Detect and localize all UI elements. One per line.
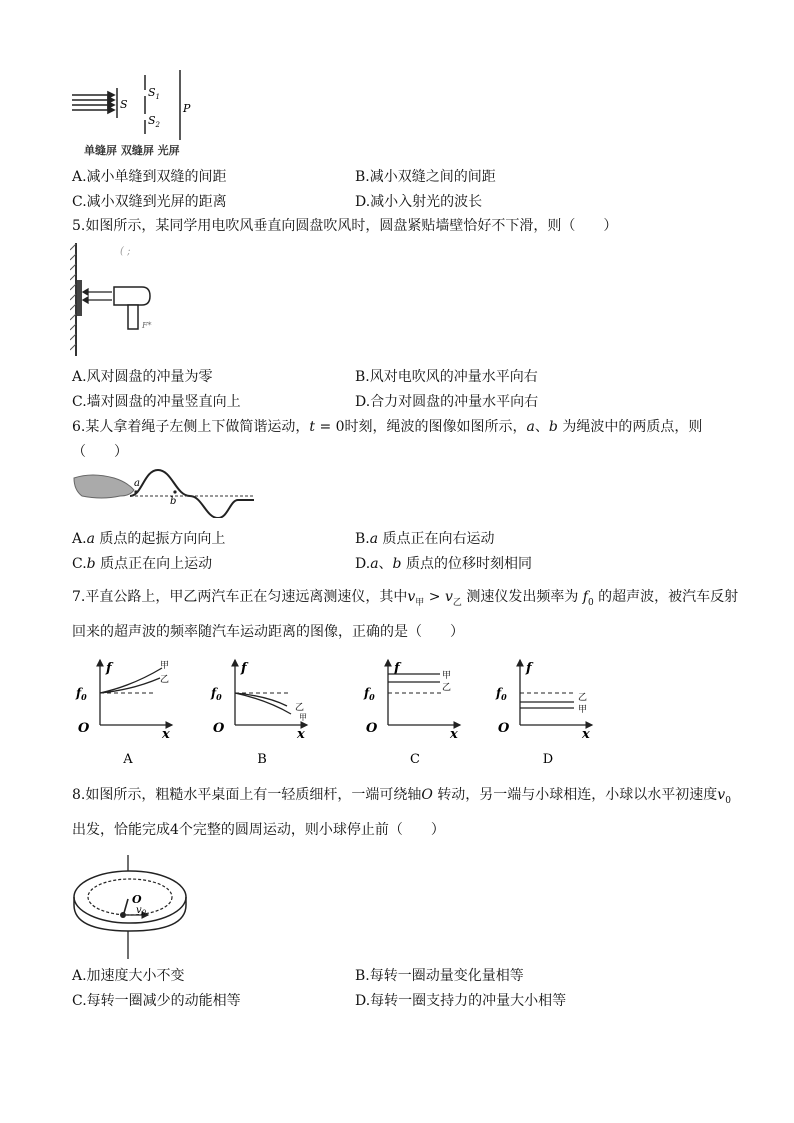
q8-option-d: D.每转一圈支持力的冲量大小相等	[355, 993, 567, 1009]
svg-text:v0: $v_0$	[136, 905, 147, 917]
svg-text:甲: 甲	[442, 671, 452, 681]
svg-text:O: O	[366, 721, 378, 736]
label-p: P	[183, 102, 191, 115]
svg-text:乙: 乙	[442, 683, 452, 693]
svg-text:x: x	[450, 727, 458, 742]
svg-text:S2: $S_2$	[148, 114, 161, 129]
q8-option-c: C.每转一圈减少的动能相等	[72, 993, 241, 1009]
svg-text:f: f	[394, 661, 400, 676]
label-s1: S	[148, 86, 156, 99]
svg-text:f: f	[241, 661, 247, 676]
q8-option-a: A.加速度大小不变	[72, 968, 185, 984]
svg-text:乙: 乙	[578, 693, 588, 703]
q6-option-c: C.b 质点正在向上运动	[72, 556, 213, 572]
q5-option-c: C.墙对圆盘的冲量竖直向上	[72, 394, 241, 410]
svg-text:f: f	[526, 661, 532, 676]
q5-stem: 5.如图所示，某同学用电吹风垂直向圆盘吹风时，圆盘紧贴墙壁恰好不下滑，则（ ）	[72, 218, 618, 234]
graph-c	[363, 660, 460, 742]
svg-text:f: f	[106, 661, 112, 676]
svg-text:( ;: ( ;	[120, 246, 131, 257]
q4-option-b: B.减小双缝之间的间距	[355, 169, 496, 185]
fig4-caption: 单缝屏 双缝屏 光屏	[84, 144, 180, 157]
q4-option-a: A.减小单缝到双缝的间距	[72, 169, 227, 185]
q7-graphs	[72, 650, 612, 770]
rope-wave-figure	[72, 468, 257, 518]
q6-stem-paren: （ ）	[72, 444, 128, 460]
point-a-label: a	[134, 478, 140, 489]
q4-option-c: C.减小双缝到光屏的距离	[72, 194, 227, 210]
svg-text:O: O	[213, 721, 225, 736]
svg-text:x: x	[297, 727, 305, 742]
q6-stem: 6.某人拿着绳子左侧上下做简谐运动，t = 0时刻，绳波的图像如图所示，a、b 为绳波中的两质点，则	[72, 419, 703, 435]
svg-text:甲: 甲	[299, 713, 307, 722]
svg-text:f0: $f_0$	[211, 686, 222, 702]
hair-dryer-figure	[70, 238, 170, 360]
svg-text:x: x	[162, 727, 170, 742]
q6-option-d: D.a、b 质点的位移时刻相同	[355, 556, 532, 572]
rotating-rod-figure	[72, 855, 192, 960]
svg-text:F*: F*	[142, 321, 152, 330]
q5-option-a: A.风对圆盘的冲量为零	[72, 369, 213, 385]
svg-text:乙: 乙	[160, 675, 170, 685]
svg-text:乙: 乙	[295, 703, 305, 713]
point-b-label: b	[170, 496, 177, 507]
graph-label-d: D	[542, 752, 554, 767]
double-slit-figure	[70, 70, 210, 160]
q5-option-b: B.风对电吹风的冲量水平向右	[355, 369, 538, 385]
q8-stem-line2: 出发，恰能完成4个完整的圆周运动，则小球停止前（ ）	[72, 822, 445, 838]
svg-text:S1: $S_1$	[148, 86, 161, 101]
label-s2: S	[148, 114, 156, 127]
q6-option-b: B.a 质点正在向右运动	[355, 531, 495, 547]
q4-option-d: D.减小入射光的波长	[355, 194, 483, 210]
svg-text:O: O	[78, 721, 90, 736]
q7-stem: 7.平直公路上，甲乙两汽车正在匀速远离测速仪，其中$v_甲 > v_乙$ 测速仪发出频率为 $f_0$ 的超声波，被汽车反射	[72, 589, 739, 608]
svg-text:f0: $f_0$	[496, 686, 507, 702]
graph-label-a: A	[123, 752, 133, 767]
svg-text:f0: $f_0$	[76, 686, 87, 702]
svg-text:甲: 甲	[160, 661, 170, 671]
label-s: S	[120, 98, 128, 111]
svg-text:甲: 甲	[578, 705, 588, 715]
q7-stem-line2: 回来的超声波的频率随汽车运动距离的图像，正确的是（ ）	[72, 624, 464, 640]
v0-label: v	[136, 905, 142, 916]
q5-option-d: D.合力对圆盘的冲量水平向右	[355, 394, 539, 410]
q8-stem: 8.如图所示，粗糙水平桌面上有一轻质细杆，一端可绕轴O 转动，另一端与小球相连，小球以水平初速度$v_0$	[72, 787, 731, 806]
graph-label-b: B	[257, 752, 267, 767]
graph-label-c: C	[410, 752, 420, 767]
axis-o-label: O	[132, 893, 142, 906]
graph-b	[210, 660, 307, 742]
svg-text:x: x	[582, 727, 590, 742]
graph-a	[75, 660, 172, 742]
graph-d	[495, 660, 592, 742]
q6-option-a: A.a 质点的起振方向向上	[72, 531, 226, 547]
q8-option-b: B.每转一圈动量变化量相等	[355, 968, 524, 984]
svg-text:O: O	[498, 721, 510, 736]
svg-text:f0: $f_0$	[364, 686, 375, 702]
